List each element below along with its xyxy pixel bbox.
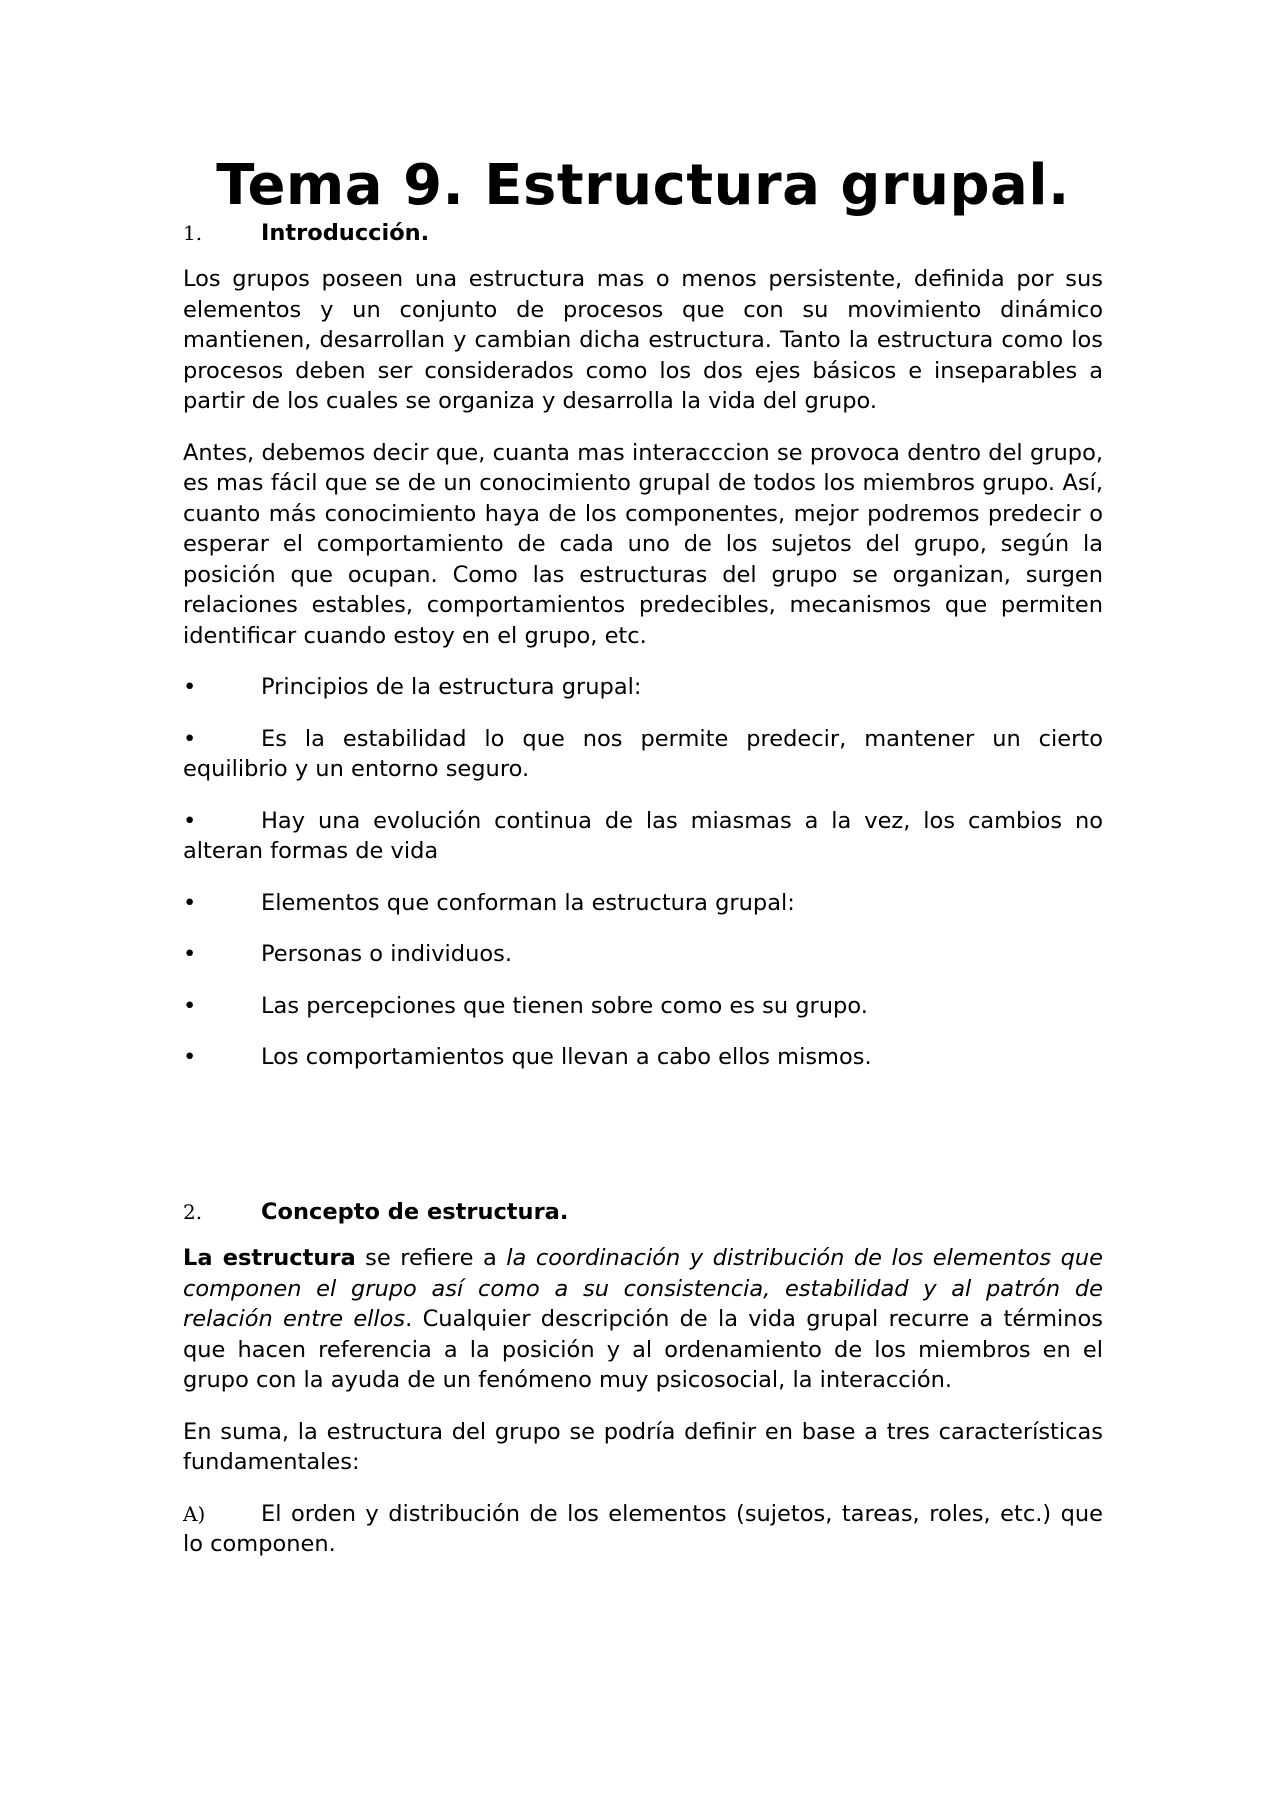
paragraph: En suma, la estructura del grupo se podría definir en base a tres características fundamentales: (183, 1418, 1103, 1475)
list-item (183, 1499, 1103, 1560)
section-heading (183, 218, 1103, 248)
bullet-icon: • (183, 889, 197, 916)
list-item-text: Hay una evolución continua de las miasmas a la vez, los cambios no alteran formas de vida (183, 807, 1103, 864)
list-item (183, 806, 1103, 867)
section-introduccion (183, 218, 1103, 1094)
definition-lead: se refiere a (355, 1245, 507, 1271)
section-heading-text: Concepto de estructura. (261, 1199, 569, 1225)
section-number: 1. (183, 221, 203, 245)
bullet-icon: • (183, 807, 197, 834)
list-item-text: Elementos que conforman la estructura grupal: (261, 889, 795, 916)
list-item (183, 991, 1103, 1022)
list-item-text: Las percepciones que tienen sobre como es su grupo. (261, 992, 868, 1019)
list-item (183, 939, 1103, 970)
list-item-text: El orden y distribución de los elementos (sujetos, tareas, roles, etc.) que lo componen. (183, 1500, 1103, 1557)
definition-italic: la coordinación y distribución de los elementos que componen el grupo así como a su consistencia, estabilidad y al patrón de relación entre ellos (183, 1245, 1103, 1332)
list-item-text: Es la estabilidad lo que nos permite predecir, mantener un cierto equilibrio y un entorno seguro. (183, 725, 1103, 782)
list-item (183, 1042, 1103, 1073)
bullet-icon: • (183, 992, 197, 1019)
paragraph: Los grupos poseen una estructura mas o menos persistente, definida por sus elementos y un conjunto de procesos que con su movimiento dinámico mantienen, desarrollan y cambian dicha estructura. Tanto la estructura como los procesos deben ser considerados como los dos ejes básicos e inseparables a partir de los cuales se organiza y desarrolla la vida del grupo. (183, 266, 1103, 414)
bullet-icon: • (183, 725, 197, 752)
definition-rest: . Cualquier descripción de la vida grupal recurre a términos que hacen referencia a la posición y al ordenamiento de los miembros en el grupo con la ayuda de un fenómeno muy psicosocial, la interacción. (183, 1306, 1103, 1393)
list-letter: A) (183, 1501, 206, 1526)
section-heading (183, 1197, 1103, 1227)
document-title: Tema 9. Estructura grupal. (216, 153, 1070, 218)
defined-term: La estructura (183, 1245, 356, 1271)
list-item-text: Personas o individuos. (261, 941, 512, 967)
section-heading-text: Introducción. (261, 220, 430, 246)
list-item-text: Los comportamientos que llevan a cabo ellos mismos. (261, 1044, 872, 1070)
list-item (183, 888, 1103, 919)
section-number: 2. (183, 1200, 203, 1224)
bullet-icon: • (183, 941, 197, 967)
bullet-icon: • (183, 674, 197, 700)
definition-paragraph (183, 1243, 1103, 1396)
section-concepto (183, 1197, 1103, 1581)
list-item-text: Principios de la estructura grupal: (261, 674, 642, 700)
bullet-icon: • (183, 1044, 197, 1070)
list-item (183, 724, 1103, 785)
list-item (183, 672, 1103, 703)
paragraph: Antes, debemos decir que, cuanta mas interacccion se provoca dentro del grupo, es mas fácil que se de un conocimiento grupal de todos los miembros grupo. Así, cuanto más conocimiento haya de los componentes, mejor podremos predecir o esperar el comportamiento de cada uno de los sujetos del grupo, según la posición que ocupan. Como las estructuras del grupo se organizan, surgen relaciones estables, comportamientos predecibles, mecanismos que permiten identificar cuando estoy en el grupo, etc. (183, 439, 1103, 649)
